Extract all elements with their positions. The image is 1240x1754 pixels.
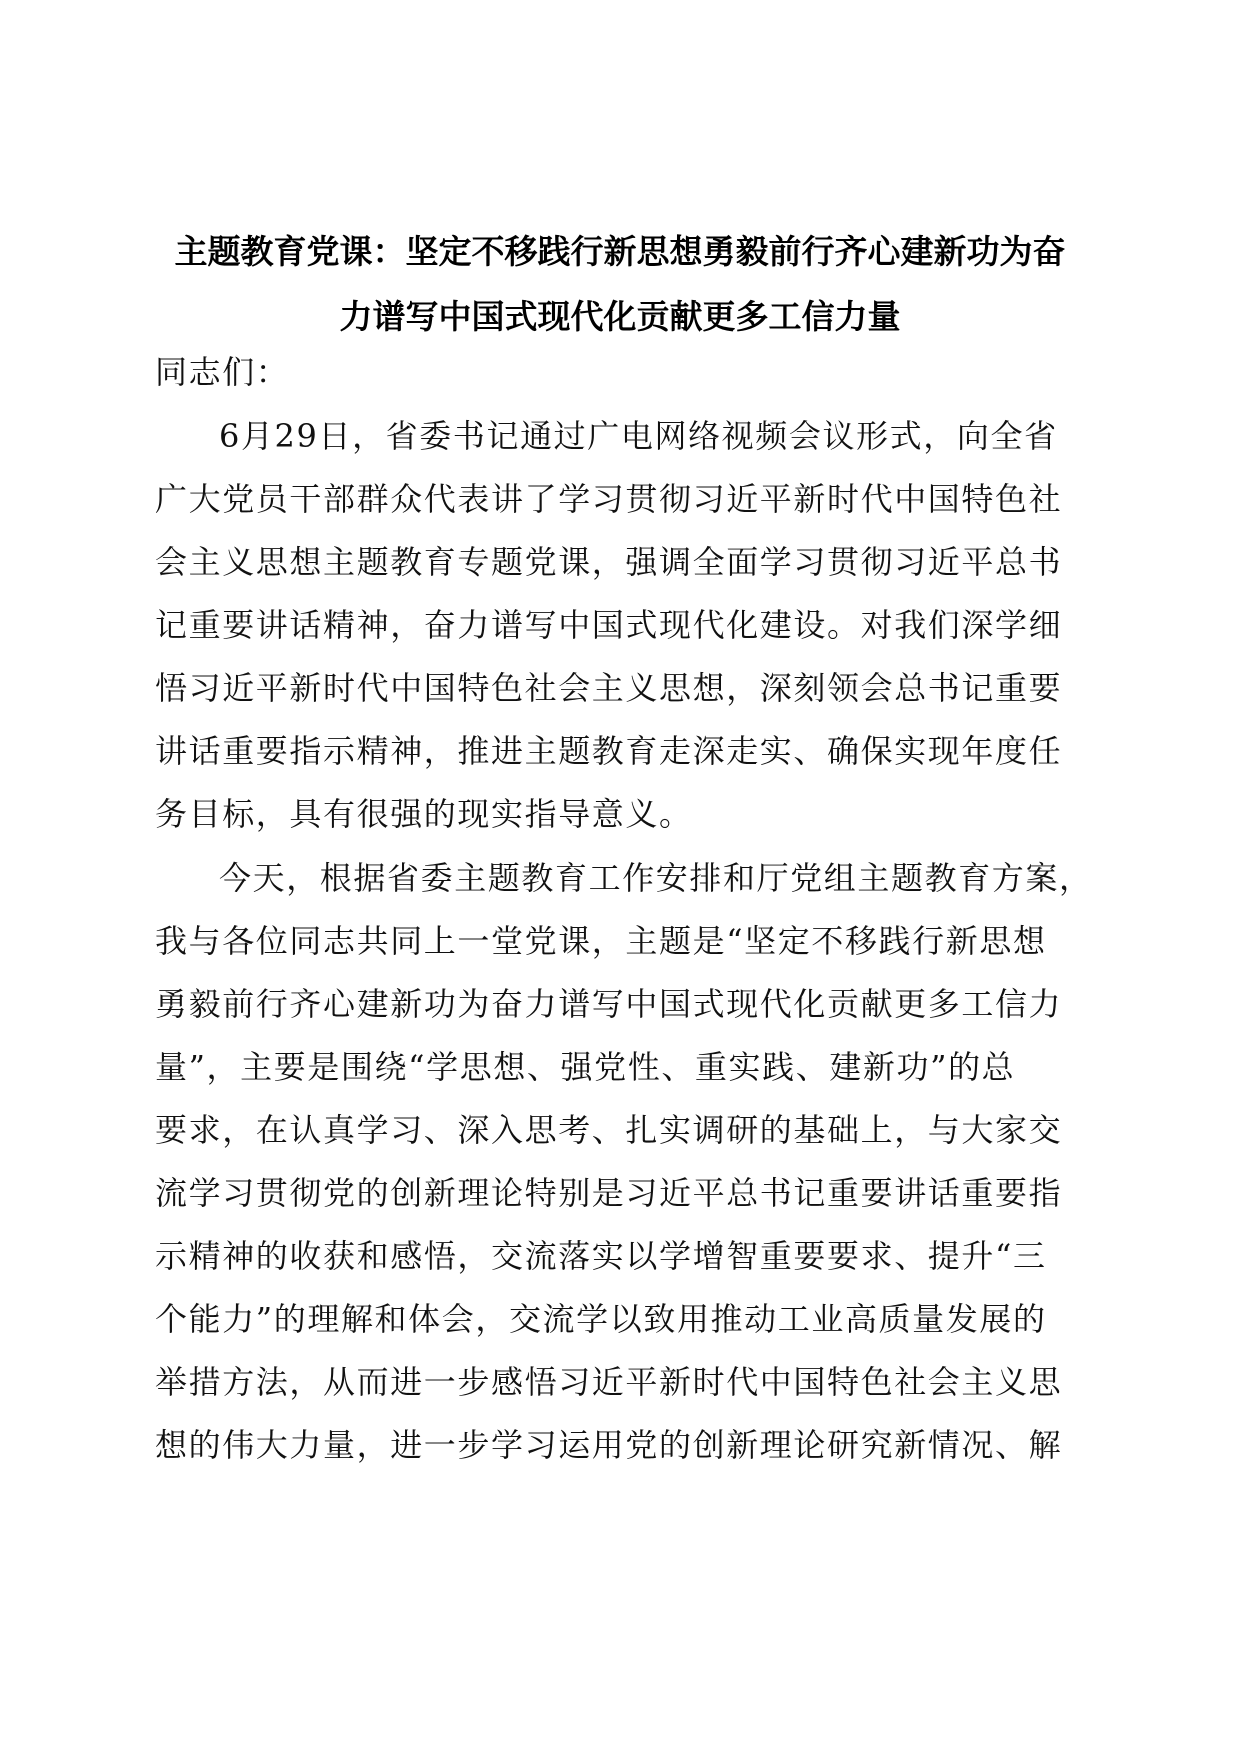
paragraph-1-line: 悟习近平新时代中国特色社会主义思想，深刻领会总书记重要 — [155, 669, 1063, 707]
paragraph-1-line: 记重要讲话精神，奋力谱写中国式现代化建设。对我们深学细 — [155, 606, 1063, 644]
paragraph-1-line: 务目标，具有很强的现实指导意义。 — [155, 795, 693, 833]
paragraph-2-line: 我与各位同志共同上一堂党课，主题是“坚定不移践行新思想 — [155, 922, 1047, 960]
paragraph-2-line: 想的伟大力量，进一步学习运用党的创新理论研究新情况、解 — [155, 1426, 1063, 1464]
paragraph-1-line: 会主义思想主题教育专题党课，强调全面学习贯彻习近平总书 — [155, 543, 1063, 581]
document-title-line-1: 主题教育党课：坚定不移践行新思想勇毅前行齐心建新功为奋 — [174, 232, 1066, 271]
paragraph-2-line: 要求，在认真学习、深入思考、扎实调研的基础上，与大家交 — [155, 1111, 1063, 1149]
document-title-line-2: 力谱写中国式现代化贡献更多工信力量 — [339, 297, 901, 336]
paragraph-1-line: 6月29日，省委书记通过广电网络视频会议形式，向全省 — [219, 417, 1058, 455]
paragraph-2-line: 量”，主要是围绕“学思想、强党性、重实践、建新功”的总 — [155, 1048, 1016, 1086]
paragraph-1-line: 讲话重要指示精神，推进主题教育走深走实、确保实现年度任 — [155, 732, 1063, 770]
paragraph-1-line: 广大党员干部群众代表讲了学习贯彻习近平新时代中国特色社 — [155, 480, 1063, 518]
paragraph-2-line: 举措方法，从而进一步感悟习近平新时代中国特色社会主义思 — [155, 1363, 1063, 1401]
salutation: 同志们： — [155, 353, 290, 391]
paragraph-2-line: 流学习贯彻党的创新理论特别是习近平总书记重要讲话重要指 — [155, 1174, 1063, 1212]
paragraph-2-line: 个能力”的理解和体会，交流学以致用推动工业高质量发展的 — [155, 1300, 1047, 1338]
paragraph-2-line: 今天，根据省委主题教育工作安排和厅党组主题教育方案， — [219, 859, 1093, 897]
paragraph-2-line: 勇毅前行齐心建新功为奋力谱写中国式现代化贡献更多工信力 — [155, 985, 1063, 1023]
paragraph-2-line: 示精神的收获和感悟，交流落实以学增智重要要求、提升“三 — [155, 1237, 1047, 1275]
